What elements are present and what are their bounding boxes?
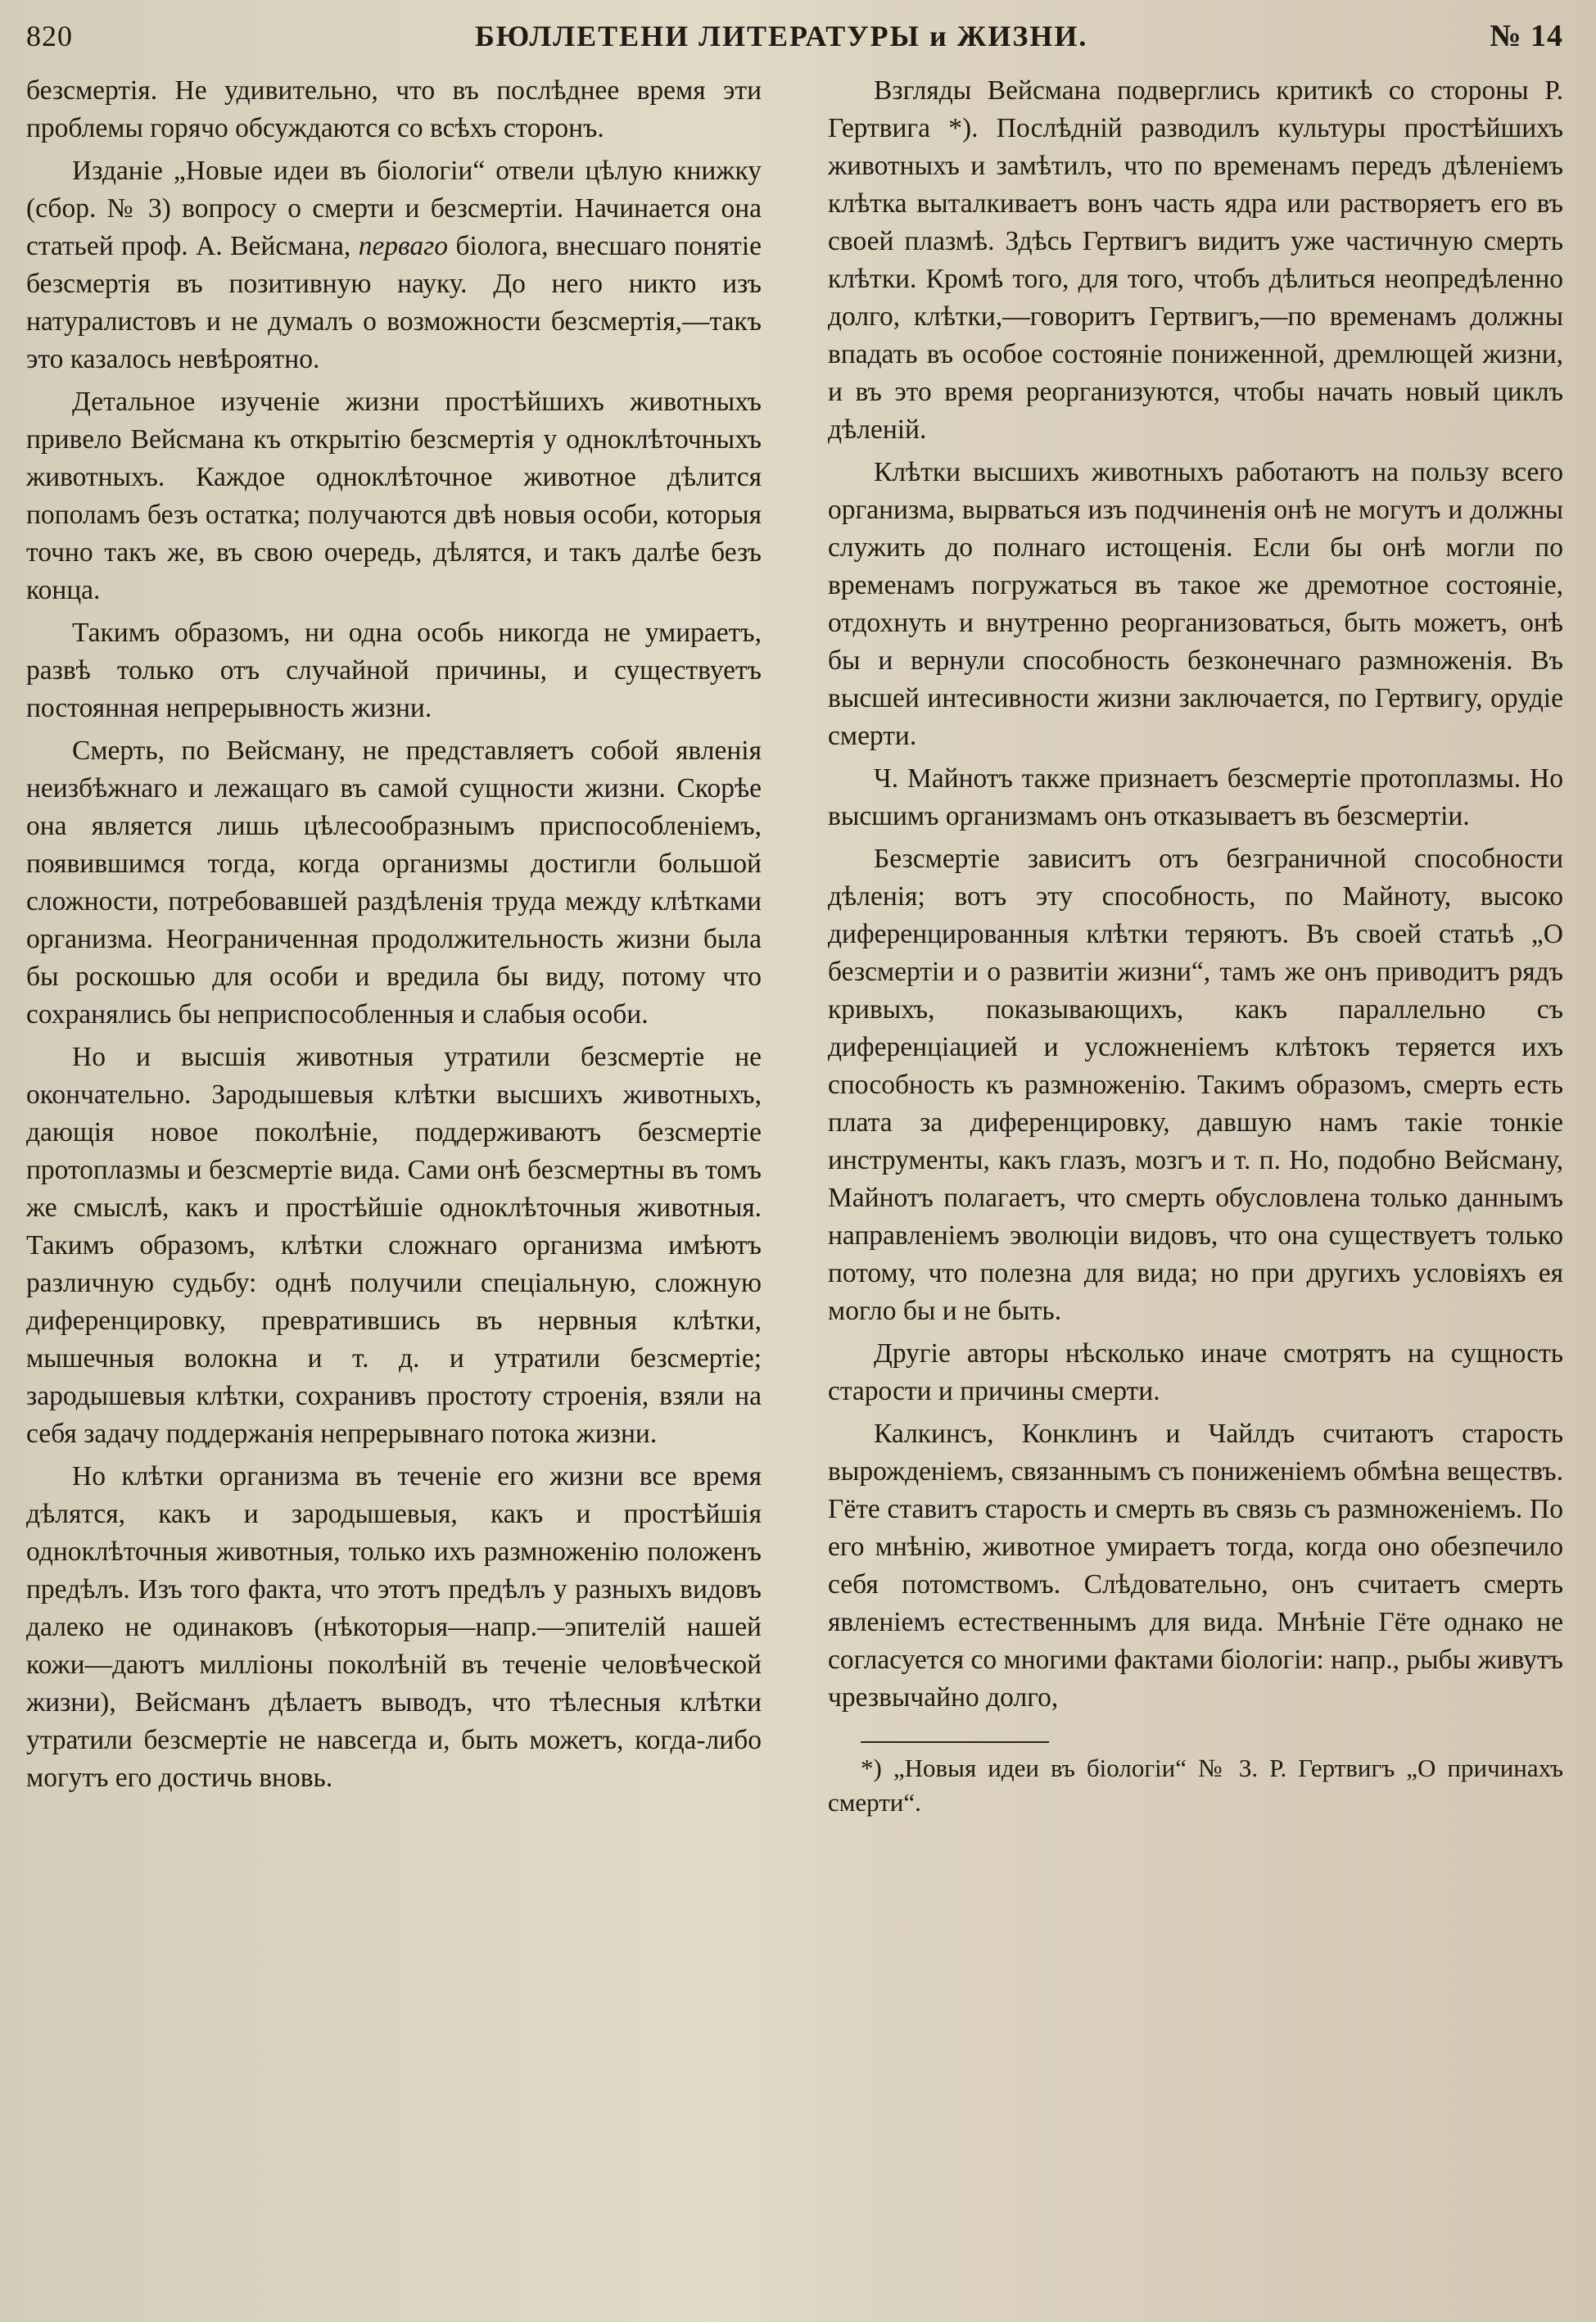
paragraph: Но клѣтки организма въ теченіе его жизни все время дѣлятся, какъ и зародышевыя, какъ и простѣйшія одноклѣточныя животныя, только ихъ размноженію положенъ предѣлъ. Изъ того факта, что этотъ предѣлъ у разныхъ видовъ далеко не одинаковъ (нѣкоторыя—напр.—эпителій нашей кожи—даютъ милліоны поколѣній въ теченіе человѣческой жизни), Вейсманъ дѣлаетъ выводъ, что тѣлесныя клѣтки утратили безсмертіе не навсегда и, быть можетъ, когда-либо могутъ его достичь вновь. — [26, 1461, 762, 1793]
footnote-divider — [861, 1741, 1049, 1743]
paragraph: Клѣтки высшихъ животныхъ работаютъ на пользу всего организма, вырваться изъ подчиненія онѣ не могутъ и должны служить до полнаго истощенія. Если бы онѣ могли по временамъ погружаться въ такое же дремотное состояніе, отдохнуть и внутренно реорганизоваться, быть можетъ, онѣ бы и вернули способность безконечнаго размноженія. Въ высшей интесивности жизни заключается, по Гертвигу, орудіе смерти. — [828, 457, 1563, 751]
left-column — [26, 72, 762, 1820]
emphasis: перваго — [358, 231, 448, 261]
footnote — [828, 1751, 1563, 1820]
journal-title: БЮЛЛЕТЕНИ ЛИТЕРАТУРЫ и ЖИЗНИ. — [474, 20, 1088, 52]
paragraph: Взгляды Вейсмана подверглись критикѣ со стороны Р. Гертвига *). Послѣдній разводилъ культуры простѣйшихъ животныхъ и замѣтилъ, что по временамъ передъ дѣленіемъ клѣтка выталкиваетъ вонъ часть ядра или растворяетъ его въ своей плазмѣ. Здѣсь Гертвигъ видитъ уже частичную смерть клѣтки. Кромѣ того, для того, чтобъ дѣлиться неопредѣленно долго, клѣтки,—говоритъ Гертвигъ,—по временамъ должны впадать въ особое состояніе пониженной, дремлющей жизни, и въ это время реорганизуются, чтобы начать новый циклъ дѣленій. — [828, 75, 1563, 445]
paragraph: Ч. Майнотъ также признаетъ безсмертіе протоплазмы. Но высшимъ организмамъ онъ отказываетъ въ безсмертіи. — [828, 763, 1563, 831]
right-column — [828, 72, 1563, 1820]
issue-number: № 14 — [1490, 19, 1563, 53]
paragraph: безсмертія. Не удивительно, что въ послѣднее время эти проблемы горячо обсуждаются со всѣхъ сторонъ. — [26, 75, 762, 143]
text-columns — [26, 72, 1563, 1820]
paragraph: Детальное изученіе жизни простѣйшихъ животныхъ привело Вейсмана къ открытію безсмертія у одноклѣточныхъ животныхъ. Каждое одноклѣточное животное дѣлится пополамъ безъ остатка; получаются двѣ новыя особи, которыя точно такъ же, въ свою очередь, дѣлятся, и такъ далѣе безъ конца. — [26, 387, 762, 605]
page-number: 820 — [26, 20, 73, 52]
paragraph: Калкинсъ, Конклинъ и Чайлдъ считаютъ старость вырожденіемъ, связаннымъ съ пониженіемъ обмѣна веществъ. Гёте ставитъ старость и смерть въ связь съ размноженіемъ. По его мнѣнію, животное умираетъ тогда, когда оно обезпечило себя потомствомъ. Слѣдовательно, онъ считаетъ смерть явленіемъ естественнымъ для вида. Мнѣніе Гёте однако не согласуется со многими фактами біологіи: напр., рыбы живутъ чрезвычайно долго, — [828, 1419, 1564, 1713]
text-run: біолога, внесшаго понятіе безсмертія въ позитивную науку. До него никто изъ натуралистовъ и не думалъ о возможности безсмертія,—такъ это казалось невѣроятно. — [26, 231, 762, 374]
paragraph — [26, 152, 762, 378]
paragraph: Но и высшія животныя утратили безсмертіе не окончательно. Зародышевыя клѣтки высшихъ животныхъ, дающія новое поколѣніе, поддерживаютъ безсмертіе протоплазмы и безсмертіе вида. Сами онѣ безсмертны въ томъ же смыслѣ, какъ и простѣйшіе одноклѣточныя животныя. Такимъ образомъ, клѣтки сложнаго организма имѣютъ различную судьбу: однѣ получили спеціальную, сложную диференцировку, превратившись въ нервныя клѣтки, мышечныя волокна и т. д. и утратили безсмертіе; зародышевыя клѣтки, сохранивъ простоту строенія, взяли на себя задачу поддержанія непрерывнаго потока жизни. — [26, 1042, 762, 1449]
text-run: Изданіе „Новые идеи въ біологіи“ отвели цѣлую книжку (сбор. № 3) вопросу о смерти и безсмертіи. Начинается она статьей проф. А. Вейсмана, — [26, 156, 762, 261]
paragraph: Смерть, по Вейсману, не представляетъ собой явленія неизбѣжнаго и лежащаго въ самой сущности жизни. Скорѣе она является лишь цѣлесообразнымъ приспособленіемъ, появившимся тогда, когда организмы достигли большой сложности, потребовавшей раздѣленія труда между клѣтками организма. Неограниченная продолжительность жизни была бы роскошью для особи и вредила бы виду, потому что сохранялись бы неприспособленныя и слабыя особи. — [26, 736, 762, 1030]
footnote-text: *) „Новыя идеи въ біологіи“ № 3. Р. Гертвигъ „О причинахъ смерти“. — [828, 1754, 1563, 1817]
paragraph: Такимъ образомъ, ни одна особь никогда не умираетъ, развѣ только отъ случайной причины, и существуетъ постоянная непрерывность жизни. — [26, 618, 762, 723]
running-head — [26, 18, 1563, 69]
paragraph: Другіе авторы нѣсколько иначе смотрятъ на сущность старости и причины смерти. — [828, 1338, 1563, 1406]
paragraph: Безсмертіе зависитъ отъ безграничной способности дѣленія; вотъ эту способность, по Майноту, высоко диференцированныя клѣтки теряютъ. Въ своей статьѣ „О безсмертіи и о развитіи жизни“, тамъ же онъ приводитъ рядъ кривыхъ, показывающихъ, какъ параллельно съ диференціацией и усложненіемъ клѣтокъ теряется ихъ способность къ размноженію. Такимъ образомъ, смерть есть плата за диференцировку, давшую намъ такіе тонкіе инструменты, какъ глазъ, мозгъ и т. п. Но, подобно Вейсману, Майнотъ полагаетъ, что смерть обусловлена только даннымъ направленіемъ эволюціи видовъ, что она существуетъ только потому, что полезна для вида; но при другихъ условіяхъ ея могло бы и не быть. — [828, 844, 1563, 1326]
